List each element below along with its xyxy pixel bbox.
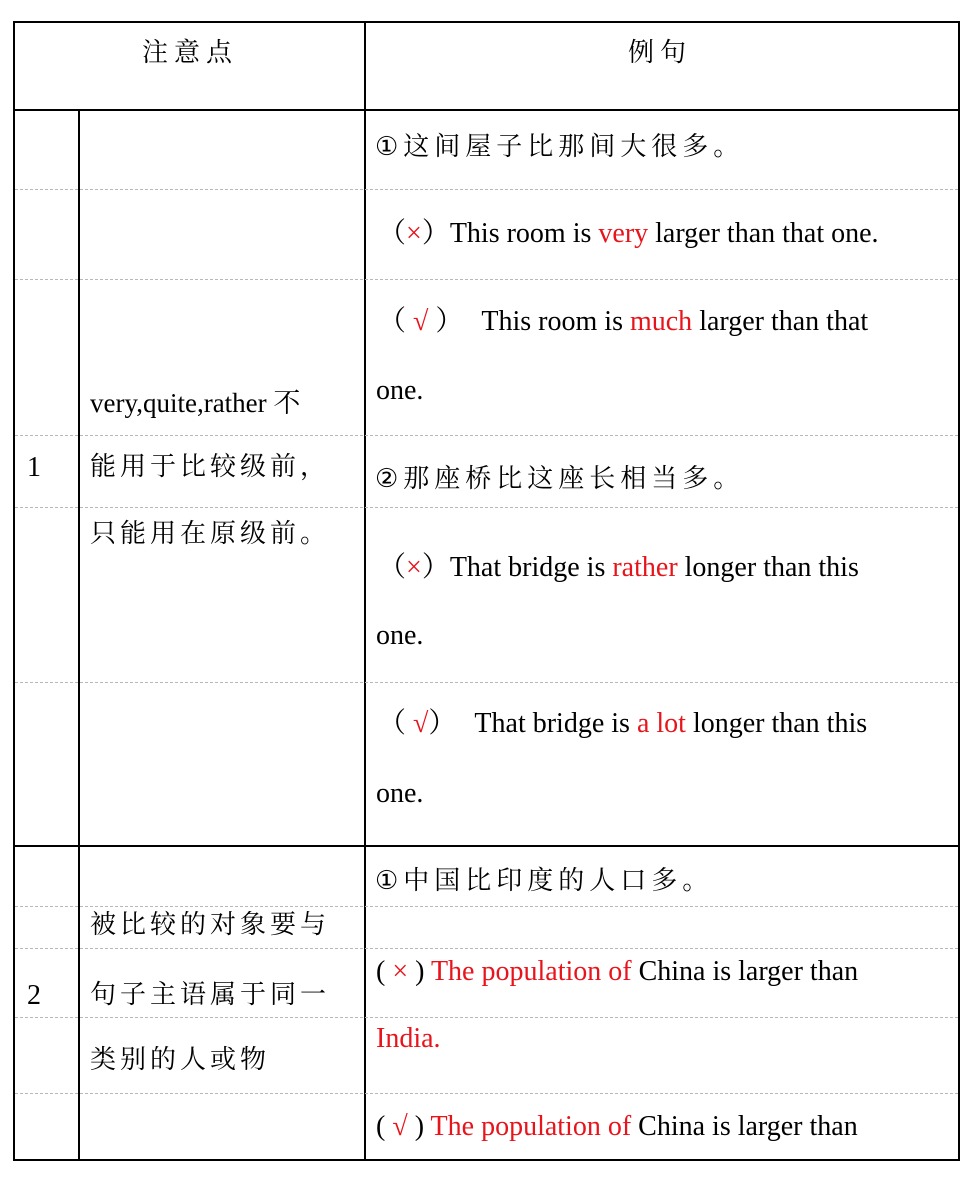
paren-open: （: [378, 306, 414, 337]
check-icon: √: [392, 1111, 408, 1142]
paren-close: ）: [421, 218, 450, 249]
example-wrong: [378, 554, 859, 582]
row-separator: [15, 1093, 958, 1094]
sentence-continuation: India.: [376, 1023, 441, 1054]
sentence-post: China is larger than: [631, 956, 859, 987]
sentence-pre: This room is: [481, 306, 630, 337]
row-number: 2: [27, 980, 41, 1011]
example-right: [378, 308, 868, 336]
sentence-post: China is larger than: [631, 1111, 858, 1142]
cross-icon: ×: [392, 956, 409, 987]
sentence-continuation: one.: [376, 778, 424, 809]
sentence-pre: That bridge is: [449, 552, 613, 583]
col-divider-number: [78, 111, 80, 1161]
highlight-word: The population of: [430, 956, 632, 987]
cross-icon: ×: [406, 552, 422, 583]
note-line: 被比较的对象要与: [90, 910, 331, 940]
paren-close: ）: [421, 552, 450, 583]
section-divider: [13, 845, 960, 847]
highlight-word: a lot: [636, 708, 686, 739]
paren-close: ）: [428, 306, 464, 337]
sentence-post: larger than that: [692, 306, 869, 337]
sentence-post: longer than this: [685, 708, 868, 739]
paren-close: ): [407, 1111, 425, 1142]
check-icon: √: [413, 708, 429, 739]
example-chinese: ①中国比印度的人口多。: [375, 866, 714, 896]
row-separator: [15, 948, 958, 949]
sentence-pre: That bridge is: [474, 708, 637, 739]
row-separator: [15, 1017, 958, 1018]
example-chinese: ①这间屋子比那间大很多。: [375, 132, 745, 162]
note-line: 类别的人或物: [90, 1045, 271, 1075]
row-separator: [15, 189, 958, 190]
highlight-word: much: [629, 306, 693, 337]
check-icon: √: [413, 306, 429, 337]
highlight-word: very: [598, 218, 649, 249]
note-line: 能用于比较级前，: [90, 452, 331, 482]
row-separator: [15, 279, 958, 280]
note-line: very,quite,rather 不: [90, 388, 301, 418]
cross-icon: ×: [406, 218, 422, 249]
header-example-cell: 例句: [628, 38, 693, 68]
highlight-word: rather: [612, 552, 678, 583]
col-divider-main: [364, 21, 366, 1161]
note-line: 句子主语属于同一: [90, 980, 331, 1010]
sentence-post: longer than this: [677, 552, 859, 583]
sentence-continuation: one.: [376, 375, 424, 406]
sentence-post: larger than that one.: [648, 218, 879, 249]
row-number: 1: [27, 452, 41, 483]
paren-open: （: [378, 218, 407, 249]
sentence-pre: This room is: [449, 218, 599, 249]
example-right: [376, 1113, 858, 1141]
row-separator: [15, 435, 958, 436]
paren-close: ): [408, 956, 425, 987]
row-separator: [15, 507, 958, 508]
example-right: [378, 710, 867, 738]
row-separator: [15, 906, 958, 907]
highlight-word: The population of: [430, 1111, 632, 1142]
sentence-continuation: one.: [376, 620, 424, 651]
header-divider: [13, 109, 960, 111]
paren-open: （: [378, 708, 414, 739]
row-separator: [15, 682, 958, 683]
paren-open: （: [378, 552, 407, 583]
paren-close: ）: [428, 708, 457, 739]
paren-open: (: [376, 956, 393, 987]
header-note-cell: 注意点: [142, 38, 239, 68]
example-wrong: [376, 958, 858, 986]
example-wrong: [378, 220, 879, 248]
example-chinese: ②那座桥比这座长相当多。: [375, 464, 745, 494]
paren-open: (: [376, 1111, 393, 1142]
note-line: 只能用在原级前。: [90, 519, 331, 549]
